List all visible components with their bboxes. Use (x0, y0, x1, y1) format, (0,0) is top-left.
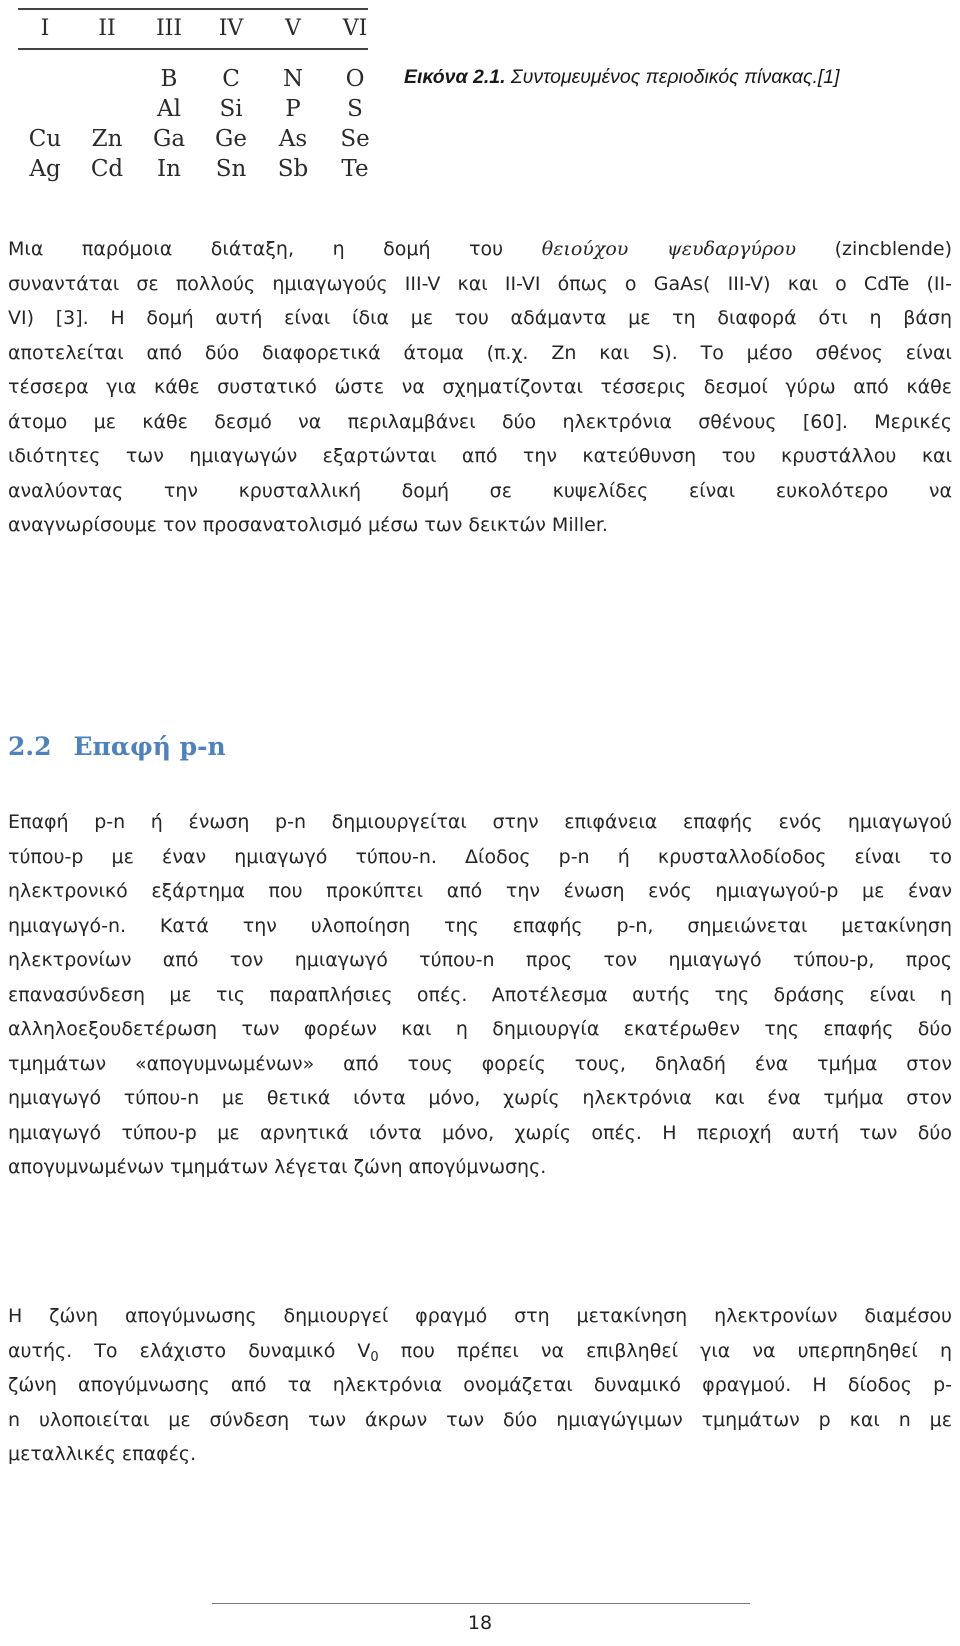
group-header: VI (342, 16, 368, 41)
paragraph-pn-junction (8, 805, 952, 1185)
element-symbol: O (345, 66, 365, 92)
element-symbol: Ge (215, 126, 247, 152)
paragraph-line: απογυμνωμένων τμημάτων λέγεται ζώνη απογύμνωσης. (8, 1156, 547, 1178)
group-header: III (155, 16, 183, 41)
paragraph-line: αναλύοντας την κρυσταλλική δομή σε κυψελίδες είναι ευκολότερο να (8, 479, 952, 502)
element-symbol: Sb (277, 156, 309, 182)
element-symbol: Cd (90, 156, 124, 182)
group-header: I (40, 16, 50, 41)
group-header: II (98, 16, 116, 41)
element-symbol: N (282, 66, 304, 92)
element-symbol: P (285, 96, 301, 122)
paragraph-line: Επαφή p-n ή ένωση p-n δημιουργείται στην επιφάνεια επαφής ενός ημιαγωγού (8, 811, 952, 833)
paragraph-line: VI) [3]. Η δομή αυτή είναι ίδια με του αδάμαντα με τη διαφορά ότι η βάση (8, 307, 952, 329)
paragraph-line: ημιαγωγό τύπου-n με θετικά ιόντα μόνο, χωρίς ηλεκτρόνια και ένα τμήμα στον (8, 1087, 952, 1109)
group-header: IV (218, 16, 244, 41)
paragraph-line: n υλοποιείται με σύνδεση των άκρων των δύο ημιαγώγιμων τμημάτων p και n με (8, 1408, 952, 1431)
group-header: V (285, 16, 301, 41)
caption-text: Συντομευμένος περιοδικός πίνακας.[1] (505, 66, 840, 88)
element-symbol: Te (341, 156, 369, 182)
paragraph-line: αυτής. Το ελάχιστο δυναμικό $V_0$ που πρέπει να επιβληθεί για να υπερπηδηθεί η (8, 1339, 952, 1365)
element-symbol: In (157, 156, 181, 182)
subscript-zero: 0 (370, 1349, 379, 1365)
element-symbol: Sn (215, 156, 247, 182)
paragraph-line: ημιαγωγό-n. Κατά την υλοποίηση της επαφής p-n, σημειώνεται μετακίνηση (8, 914, 952, 937)
table-top-rule (18, 8, 368, 10)
page-number: 18 (467, 1612, 493, 1634)
paragraph-line: τύπου-p με έναν ημιαγωγό τύπου-n. Δίοδος p-n ή κρυσταλλοδίοδος είναι το (8, 845, 952, 868)
section-heading (8, 732, 226, 761)
paragraph-line: ημιαγωγό τύπου-p με αρνητικά ιόντα μόνο, χωρίς οπές. Η περιοχή αυτή των δύο (8, 1121, 952, 1144)
element-symbol: Ga (152, 126, 186, 152)
paragraph-line: τέσσερα για κάθε συστατικό ώστε να σχηματίζονται τέσσερις δεσμοί γύρω από κάθε (8, 376, 952, 398)
paragraph-line: αναγνωρίσουμε τον προσανατολισμό μέσω των δεικτών Miller. (8, 514, 608, 536)
periodic-table-figure (14, 4, 374, 200)
paragraph-line: ζώνη απογύμνωσης από τα ηλεκτρόνια ονομάζεται δυναμικό φραγμού. Η δίοδος p- (8, 1374, 952, 1396)
element-symbol: Se (340, 126, 370, 152)
element-symbol: Cu (28, 126, 62, 152)
paragraph-line: ηλεκτρονικό εξάρτημα που προκύπτει από την ένωση ενός ημιαγωγού-p με έναν (8, 880, 952, 902)
paragraph-line: συναντάται σε πολλούς ημιαγωγούς III-V και II-VI όπως ο GaAs( III-V) και ο CdTe (II- (8, 272, 952, 295)
paragraph-zincblende (8, 232, 952, 543)
table-header-rule (18, 48, 368, 50)
italic-term: θειούχου ψευδαργύρου (541, 238, 797, 260)
paragraph-line: μεταλλικές επαφές. (8, 1443, 197, 1465)
paragraph-line: Η ζώνη απογύμνωσης δημιουργεί φραγμό στη μετακίνηση ηλεκτρονίων διαμέσου (8, 1305, 952, 1327)
section-title: Επαφή p-n (73, 732, 226, 761)
section-number: 2.2 (8, 732, 52, 761)
element-symbol: Al (157, 96, 181, 122)
element-symbol: Si (219, 96, 243, 122)
element-symbol: C (222, 66, 240, 92)
element-symbol: S (347, 96, 363, 122)
paragraph-line: αλληλοεξουδετέρωση των φορέων και η δημιουργία εκατέρωθεν της επαφής δύο (8, 1018, 952, 1040)
footer-rule (212, 1603, 750, 1604)
element-symbol: Ag (29, 156, 61, 182)
element-symbol: Zn (91, 126, 123, 152)
paragraph-line: άτομο με κάθε δεσμό να περιλαμβάνει δύο ηλεκτρόνια σθένους [60]. Μερικές (8, 410, 952, 433)
paragraph-depletion-zone (8, 1299, 952, 1472)
element-symbol: As (278, 126, 308, 152)
paragraph-line: ηλεκτρονίων από τον ημιαγωγό τύπου-n προς τον ημιαγωγό τύπου-p, προς (8, 949, 952, 971)
paragraph-line: τμημάτων «απογυμνωμένων» από τους φορείς τους, δηλαδή ένα τμήμα στον (8, 1052, 952, 1075)
paragraph-line: ιδιότητες των ημιαγωγών εξαρτώνται από την κατεύθυνση του κρυστάλλου και (8, 445, 952, 467)
paragraph-line: αποτελείται από δύο διαφορετικά άτομα (π.χ. Zn και S). Το μέσο σθένος είναι (8, 341, 952, 364)
paragraph-line: Μια παρόμοια διάταξη, η δομή του θειούχου ψευδαργύρου (zincblende) (8, 238, 952, 260)
element-symbol: B (160, 66, 178, 92)
caption-label: Εικόνα 2.1. (404, 66, 506, 88)
paragraph-line: επανασύνδεση με τις παραπλήσιες οπές. Αποτέλεσμα αυτής της δράσης είναι η (8, 983, 952, 1006)
figure-caption (404, 66, 840, 89)
